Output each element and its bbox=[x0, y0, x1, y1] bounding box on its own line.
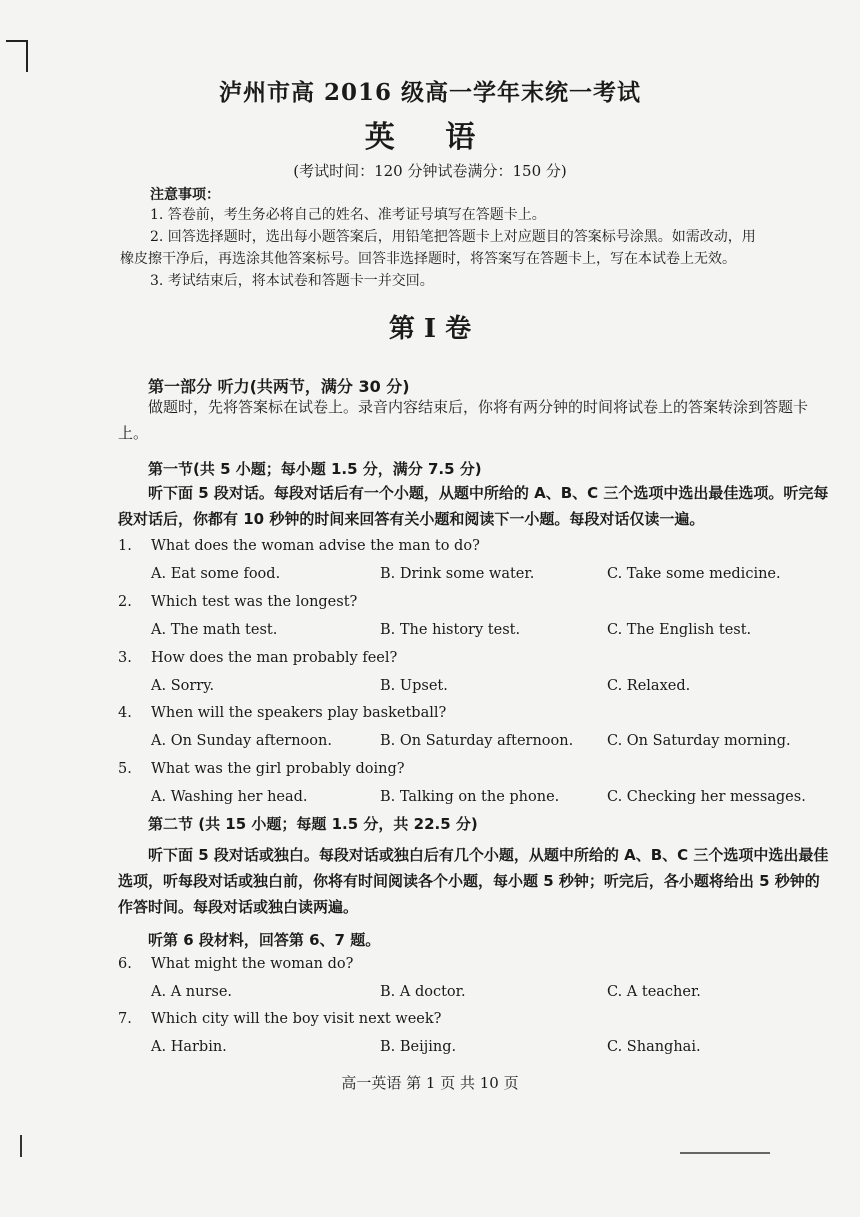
option-a: A. Harbin. bbox=[151, 1039, 227, 1055]
question-number: 5. bbox=[118, 761, 132, 777]
question-text: When will the speakers play basketball? bbox=[151, 705, 447, 721]
notice-item-2-cont: 橡皮擦干净后，再选涂其他答案标号。回答非选择题时，将答案写在答题卡上，写在本试卷上无效。 bbox=[120, 251, 736, 267]
section1-instructions: 听下面 5 段对话。每段对话后有一个小题，从题中所给的 A、B、C 三个选项中选出最佳选项。听完每段对话后，你都有 10 秒钟的时间来回答有关小题和阅读下一小题。每段对话仅读一遍。 bbox=[118, 484, 829, 528]
question-number: 2. bbox=[118, 594, 132, 610]
material-note: 听第 6 段材料，回答第 6、7 题。 bbox=[148, 931, 381, 949]
option-c: C. The English test. bbox=[607, 622, 752, 638]
option-a: A. The math test. bbox=[151, 622, 278, 638]
exam-info: (考试时间：120 分钟试卷满分：150 分) bbox=[293, 162, 567, 180]
option-c: C. On Saturday morning. bbox=[607, 733, 791, 749]
question-text: Which test was the longest? bbox=[151, 594, 358, 610]
notice-item-1: 1. 答卷前，考生务必将自己的姓名、准考证号填写在答题卡上。 bbox=[150, 207, 546, 223]
corner-crop-mark bbox=[6, 40, 28, 72]
option-c: C. Take some medicine. bbox=[607, 566, 781, 582]
option-a: A. On Sunday afternoon. bbox=[151, 733, 332, 749]
question-text: Which city will the boy visit next week? bbox=[151, 1011, 442, 1027]
option-a: A. Washing her head. bbox=[151, 789, 308, 805]
section2-instructions: 听下面 5 段对话或独白。每段对话或独白后有几个小题，从题中所给的 A、B、C 三个选项中选出最佳选项，听每段对话或独白前，你将有时间阅读各个小题，每小题 5 秒钟；听完后，各小题将给出 5 秒钟的作答时间。每段对话或独白读两遍。 bbox=[118, 846, 829, 916]
question-number: 6. bbox=[118, 956, 132, 972]
option-b: B. Talking on the phone. bbox=[380, 789, 560, 805]
question-text: How does the man probably feel? bbox=[151, 650, 398, 666]
notice-item-2: 2. 回答选择题时，选出每小题答案后，用铅笔把答题卡上对应题目的答案标号涂黑。如需改动，用 bbox=[150, 229, 756, 245]
subject-title: 英 语 bbox=[364, 120, 496, 155]
part1-intro: 做题时，先将答案标在试卷上。录音内容结束后，你将有两分钟的时间将试卷上的答案转涂到答题卡上。 bbox=[118, 398, 809, 442]
scan-smudge bbox=[680, 1152, 770, 1154]
option-a: A. Sorry. bbox=[151, 678, 215, 694]
question-text: What does the woman advise the man to do? bbox=[151, 538, 480, 554]
question-number: 7. bbox=[118, 1011, 132, 1027]
part1-title: 第一部分 听力(共两节，满分 30 分) bbox=[148, 377, 410, 396]
option-b: B. A doctor. bbox=[380, 984, 466, 1000]
option-a: A. A nurse. bbox=[151, 984, 233, 1000]
option-b: B. Upset. bbox=[380, 678, 448, 694]
option-c: C. Checking her messages. bbox=[607, 789, 806, 805]
question-number: 4. bbox=[118, 705, 132, 721]
question-text: What was the girl probably doing? bbox=[151, 761, 405, 777]
section2-title: 第二节 (共 15 小题；每题 1.5 分，共 22.5 分) bbox=[148, 815, 478, 833]
volume-title: 第 I 卷 bbox=[388, 314, 472, 344]
option-c: C. Shanghai. bbox=[607, 1039, 701, 1055]
option-b: B. Drink some water. bbox=[380, 566, 535, 582]
option-a: A. Eat some food. bbox=[151, 566, 281, 582]
binding-mark bbox=[20, 1135, 22, 1157]
option-b: B. On Saturday afternoon. bbox=[380, 733, 574, 749]
option-b: B. The history test. bbox=[380, 622, 521, 638]
notice-item-3: 3. 考试结束后，将本试卷和答题卡一并交回。 bbox=[150, 273, 434, 289]
question-text: What might the woman do? bbox=[151, 956, 354, 972]
exam-title: 泸州市高 2016 级高一学年末统一考试 bbox=[218, 79, 642, 106]
option-c: C. A teacher. bbox=[607, 984, 701, 1000]
question-number: 3. bbox=[118, 650, 132, 666]
option-b: B. Beijing. bbox=[380, 1039, 457, 1055]
page-footer: 高一英语 第 1 页 共 10 页 bbox=[341, 1074, 519, 1092]
section1-title: 第一节(共 5 小题；每小题 1.5 分，满分 7.5 分) bbox=[148, 460, 482, 478]
option-c: C. Relaxed. bbox=[607, 678, 691, 694]
question-number: 1. bbox=[118, 538, 132, 554]
notice-title: 注意事项： bbox=[150, 187, 220, 203]
